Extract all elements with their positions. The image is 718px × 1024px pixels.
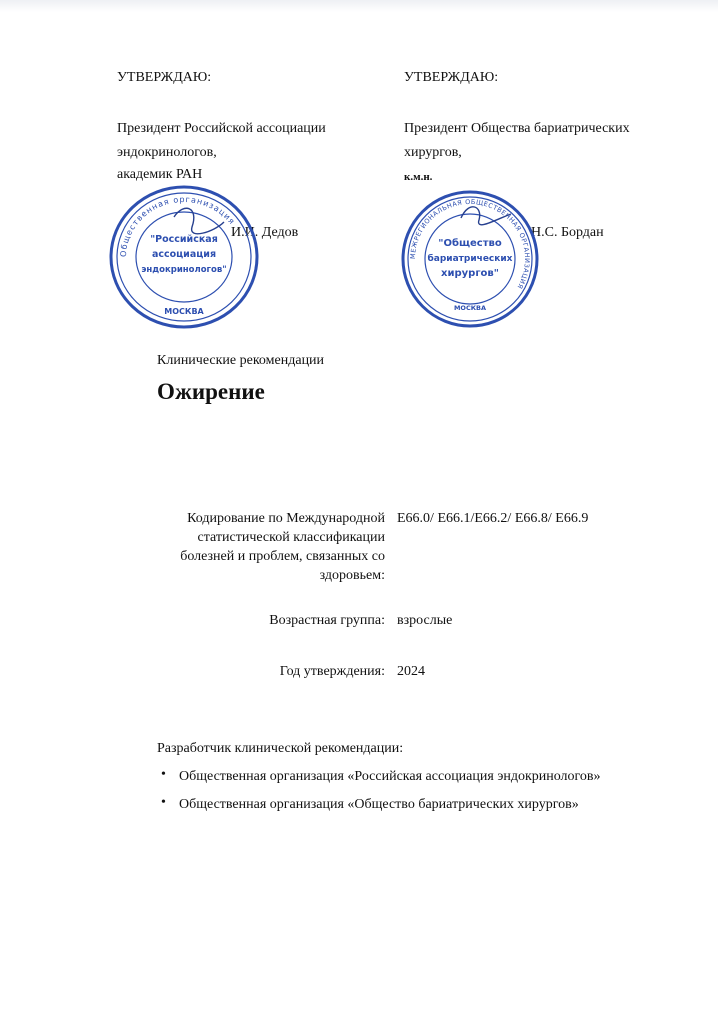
year-label: Год утверждения:	[279, 664, 385, 679]
left-stamp-ring-text: Общественная организация	[118, 194, 237, 258]
icd-label-line3: болезней и проблем, связанных со	[180, 549, 385, 564]
left-stamp-bottom: МОСКВА	[164, 307, 204, 316]
left-stamp-center-line2: ассоциация	[151, 249, 217, 260]
right-position-line3: к.м.н.	[404, 171, 433, 183]
right-signer-name: Н.С. Бордан	[531, 225, 604, 240]
bullet-dot-icon: •	[161, 767, 166, 782]
left-position-line2: эндокринологов,	[117, 145, 217, 160]
developer-item: Общественная организация «Российская ассоциация эндокринологов»	[179, 769, 601, 784]
icd-label-line2: статистической классификации	[197, 530, 385, 545]
icd-label-line4: здоровьем:	[319, 568, 385, 583]
age-value: взрослые	[397, 613, 453, 628]
developers-heading: Разработчик клинической рекомендации:	[157, 741, 404, 756]
right-stamp-center-line3: хирургов"	[441, 268, 499, 279]
right-stamp-center-line1: "Общество	[438, 238, 502, 249]
left-organization-stamp	[104, 182, 264, 332]
icd-value: E66.0/ E66.1/E66.2/ E66.8/ E66.9	[397, 511, 589, 526]
developer-item: Общественная организация «Общество бариатрических хирургов»	[179, 797, 579, 812]
right-stamp-bottom: МОСКВА	[453, 304, 487, 312]
bullet-dot-icon: •	[161, 795, 166, 810]
right-position-line2: хирургов,	[404, 145, 462, 160]
left-stamp-center-line1: "Российская	[150, 234, 218, 245]
left-signer-name: И.И. Дедов	[231, 225, 299, 240]
year-value: 2024	[397, 664, 425, 679]
right-approve-heading: УТВЕРЖДАЮ:	[404, 70, 499, 85]
left-stamp-center-line3: эндокринологов"	[141, 265, 227, 275]
right-stamp-center-line2: бариатрических	[427, 254, 513, 264]
left-position-line3: академик РАН	[117, 167, 203, 182]
right-position-line1: Президент Общества бариатрических	[404, 121, 630, 136]
age-label: Возрастная группа:	[269, 613, 385, 628]
scan-edge	[0, 0, 718, 12]
right-organization-stamp	[399, 188, 541, 330]
left-position-line1: Президент Российской ассоциации	[117, 121, 326, 136]
icd-label-line1: Кодирование по Международной	[187, 511, 385, 526]
document-subtitle: Клинические рекомендации	[157, 353, 325, 368]
left-approve-heading: УТВЕРЖДАЮ:	[117, 70, 212, 85]
document-title: Ожирение	[157, 379, 265, 404]
icd-label	[140, 509, 385, 586]
right-stamp-ring-text: МЕЖРЕГИОНАЛЬНАЯ ОБЩЕСТВЕННАЯ ОРГАНИЗАЦИЯ	[408, 197, 532, 291]
